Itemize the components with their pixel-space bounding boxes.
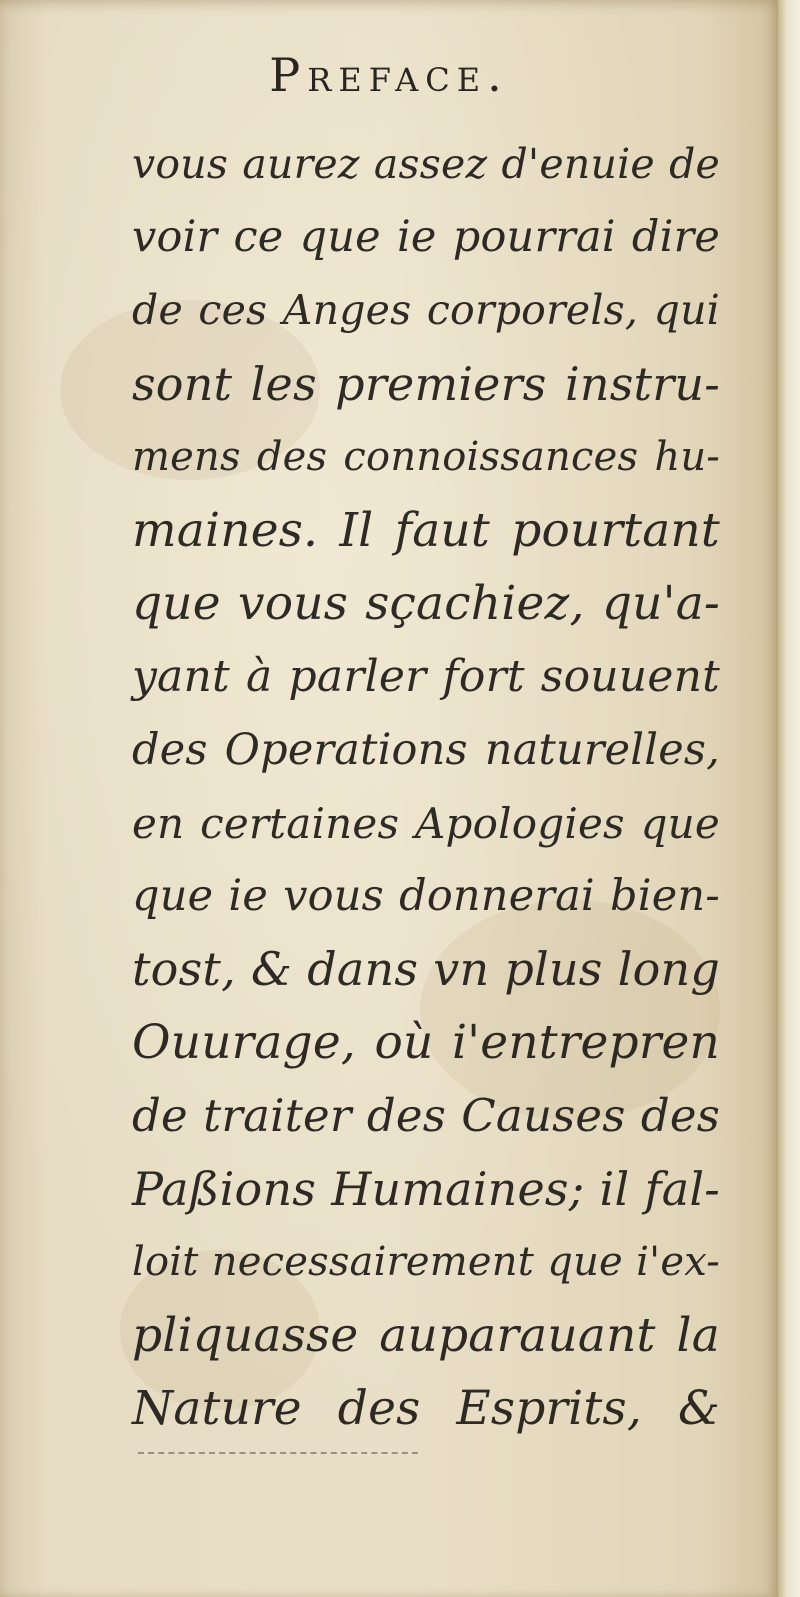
text-line: des Operations naturelles, bbox=[132, 724, 720, 775]
bottom-rule bbox=[138, 1452, 418, 1454]
text-line: loit necessairement que i'ex- bbox=[132, 1238, 720, 1285]
page-edge bbox=[778, 0, 800, 1597]
text-line: voir ce que ie pourrai dire bbox=[132, 212, 720, 263]
text-line: tost, & dans vn plus long bbox=[132, 942, 720, 997]
running-head: Preface. bbox=[269, 48, 509, 102]
text-block bbox=[132, 128, 720, 1445]
text-line: que ie vous donnerai bien- bbox=[132, 870, 720, 921]
text-line: pliquasse auparauant la bbox=[132, 1308, 720, 1363]
text-line: mens des connoissances hu- bbox=[132, 433, 720, 480]
text-line: Ouurage, où i'entrepren bbox=[132, 1015, 720, 1071]
text-line: que vous sçachiez, qu'a- bbox=[132, 576, 720, 632]
text-line: Nature des Esprits, & bbox=[132, 1381, 720, 1437]
text-line: yant à parler fort souuent bbox=[132, 651, 720, 703]
text-line: de traiter des Causes des bbox=[132, 1089, 720, 1143]
text-line: sont les premiers instru- bbox=[132, 356, 720, 411]
text-line: de ces Anges corporels, qui bbox=[132, 286, 720, 335]
text-line: en certaines Apologies que bbox=[132, 798, 720, 848]
text-line: maines. Il faut pourtant bbox=[132, 502, 720, 558]
text-line: Paßions Humaines; il fal- bbox=[132, 1161, 720, 1216]
text-line: vous aurez assez d'enuie de bbox=[132, 140, 720, 188]
